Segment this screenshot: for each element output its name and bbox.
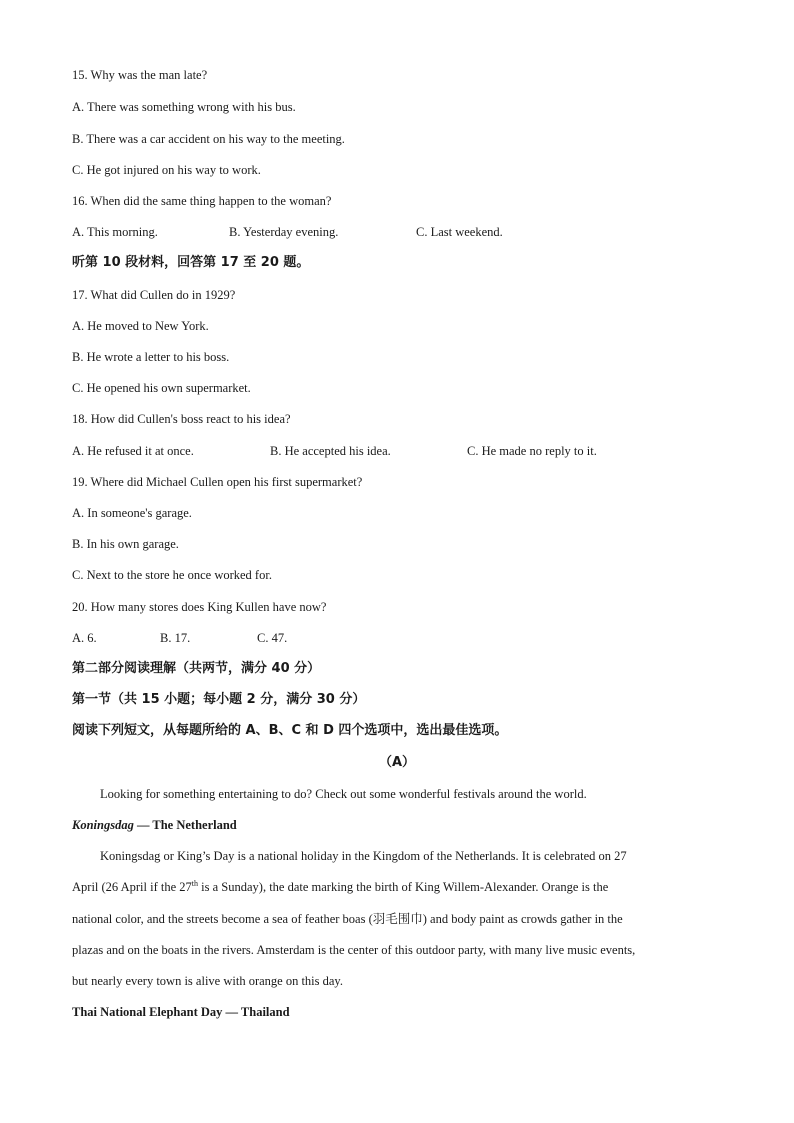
festival-1-line-3: national color, and the streets become a sea of feather boas (羽毛围巾) and body paint as crowds gather in the	[72, 912, 623, 926]
festival-1-line-2-end: is a Sunday), the date marking the birth of King Willem-Alexander. Orange is the	[198, 880, 609, 894]
q20-option-c: C. 47.	[257, 631, 288, 645]
q17-option-b: B. He wrote a letter to his boss.	[72, 350, 230, 364]
q15-option-a: A. There was something wrong with his bus.	[72, 100, 296, 114]
q16-question: 16. When did the same thing happen to the woman?	[72, 194, 332, 208]
q18-option-c: C. He made no reply to it.	[467, 444, 597, 458]
festival-1-line-2-start: April (26 April if the 27	[72, 880, 192, 894]
q20-option-b: B. 17.	[160, 631, 191, 645]
festival-1-line-2	[72, 879, 608, 895]
q19-option-b: B. In his own garage.	[72, 537, 179, 551]
q17-question: 17. What did Cullen do in 1929?	[72, 288, 236, 302]
q16-option-b: B. Yesterday evening.	[229, 225, 339, 239]
festival-1-heading	[72, 817, 237, 833]
passage-intro: Looking for something entertaining to do? Check out some wonderful festivals around the world.	[100, 787, 587, 801]
festival-1-country: — The Netherland	[133, 818, 237, 832]
q18-option-b: B. He accepted his idea.	[270, 444, 391, 458]
q15-option-c: C. He got injured on his way to work.	[72, 163, 261, 177]
q15-question: 15. Why was the man late?	[72, 68, 208, 82]
festival-1-line-1: Koningsdag or King’s Day is a national holiday in the Kingdom of the Netherlands. It is celebrated on 27	[100, 849, 627, 863]
q19-question: 19. Where did Michael Cullen open his first supermarket?	[72, 475, 363, 489]
ordinal-suffix: th	[191, 879, 199, 888]
festival-1-name: Koningsdag	[72, 818, 134, 832]
q18-question: 18. How did Cullen's boss react to his idea?	[72, 412, 291, 426]
part2-instructions: 阅读下列短文，从每题所给的 A、B、C 和 D 四个选项中，选出最佳选项。	[72, 723, 508, 738]
q17-option-a: A. He moved to New York.	[72, 319, 209, 333]
q17-option-c: C. He opened his own supermarket.	[72, 381, 251, 395]
festival-1-line-5: but nearly every town is alive with orange on this day.	[72, 974, 343, 988]
part2-title: 第二部分阅读理解（共两节，满分 40 分）	[72, 661, 321, 676]
q15-option-b: B. There was a car accident on his way to the meeting.	[72, 132, 345, 146]
festival-1-line-4: plazas and on the boats in the rivers. Amsterdam is the center of this outdoor party, with many live music events,	[72, 943, 636, 957]
q18-option-a: A. He refused it at once.	[72, 444, 194, 458]
q19-option-a: A. In someone's garage.	[72, 506, 192, 520]
q16-option-a: A. This morning.	[72, 225, 158, 239]
q20-question: 20. How many stores does King Kullen have now?	[72, 600, 327, 614]
q19-option-c: C. Next to the store he once worked for.	[72, 568, 272, 582]
festival-2-heading: Thai National Elephant Day — Thailand	[72, 1005, 290, 1019]
q20-option-a: A. 6.	[72, 631, 97, 645]
part2-section1-heading: 第一节（共 15 小题；每小题 2 分，满分 30 分）	[72, 692, 366, 707]
section-10-heading: 听第 10 段材料，回答第 17 至 20 题。	[72, 255, 310, 270]
passage-label: （A）	[378, 755, 416, 770]
q16-option-c: C. Last weekend.	[416, 225, 503, 239]
